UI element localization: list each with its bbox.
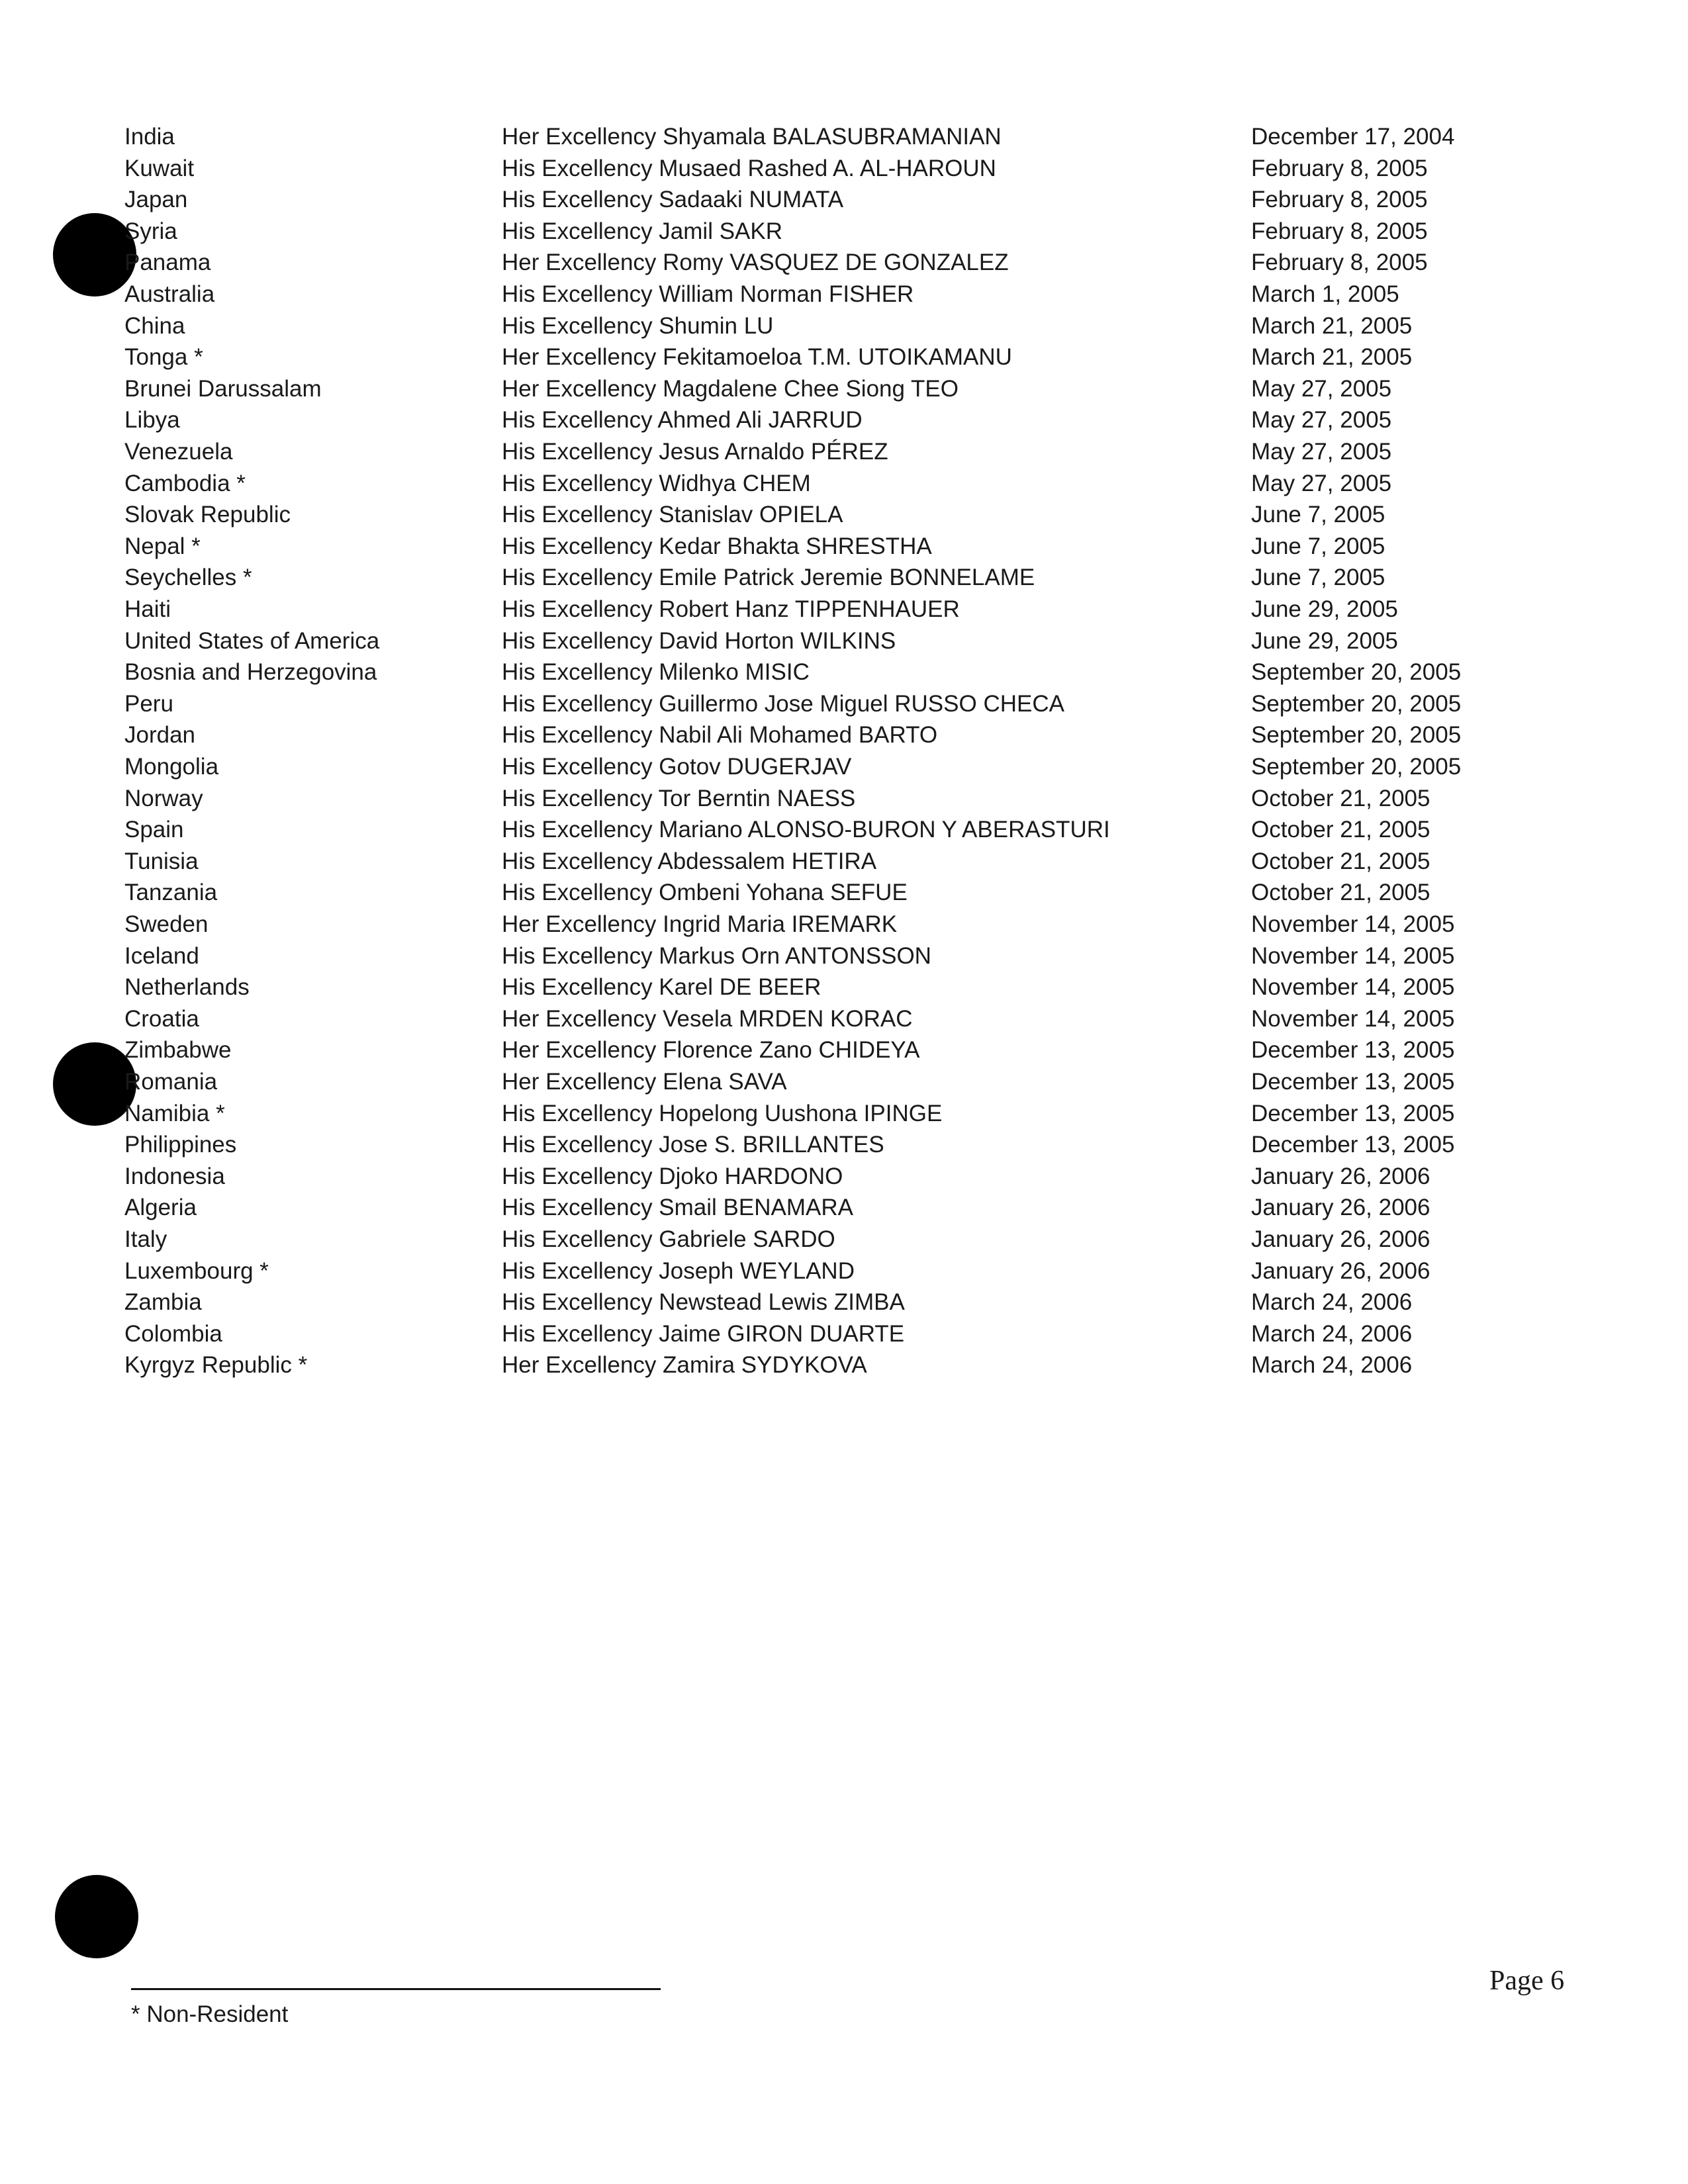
envoy-name: His Excellency Hopelong Uushona IPINGE: [502, 1101, 943, 1126]
accreditation-date: September 20, 2005: [1251, 691, 1462, 717]
envoy-name: His Excellency Jesus Arnaldo PÉREZ: [502, 439, 888, 465]
envoy-name: His Excellency Gotov DUGERJAV: [502, 754, 852, 780]
envoy-name: His Excellency Markus Orn ANTONSSON: [502, 943, 931, 969]
accreditation-date: October 21, 2005: [1251, 786, 1430, 811]
list-item: [0, 468, 1688, 500]
accreditation-date: March 21, 2005: [1251, 313, 1413, 339]
accreditation-date: September 20, 2005: [1251, 722, 1462, 748]
list-item: [0, 436, 1688, 468]
list-item: [0, 688, 1688, 720]
list-item: [0, 1287, 1688, 1318]
country-name: Venezuela: [124, 439, 233, 465]
list-item: [0, 657, 1688, 688]
list-item: [0, 625, 1688, 657]
country-name: Mongolia: [124, 754, 219, 780]
envoy-name: His Excellency Nabil Ali Mohamed BARTO: [502, 722, 938, 748]
country-name: Kuwait: [124, 156, 195, 181]
accreditation-date: January 26, 2006: [1251, 1195, 1430, 1220]
accreditation-date: February 8, 2005: [1251, 156, 1428, 181]
envoy-name: His Excellency Guillermo Jose Miguel RUSSO CHECA: [502, 691, 1064, 717]
list-item: [0, 216, 1688, 248]
accreditation-date: October 21, 2005: [1251, 880, 1430, 905]
envoy-name: His Excellency Milenko MISIC: [502, 659, 810, 685]
envoy-name: His Excellency Robert Hanz TIPPENHAUER: [502, 596, 960, 622]
accreditation-date: January 26, 2006: [1251, 1163, 1430, 1189]
accreditation-date: May 27, 2005: [1251, 407, 1392, 433]
country-name: Syria: [124, 218, 177, 244]
envoy-name: His Excellency Joseph WEYLAND: [502, 1258, 855, 1284]
envoy-name: His Excellency Musaed Rashed A. AL-HAROUN: [502, 156, 996, 181]
envoy-name: Her Excellency Magdalene Chee Siong TEO: [502, 376, 959, 402]
accreditation-date: November 14, 2005: [1251, 1006, 1455, 1032]
envoy-name: Her Excellency Zamira SYDYKOVA: [502, 1352, 867, 1378]
country-name: Seychelles *: [124, 565, 252, 590]
list-item: [0, 751, 1688, 783]
envoy-name: Her Excellency Vesela MRDEN KORAC: [502, 1006, 913, 1032]
country-name: Tonga *: [124, 344, 203, 370]
country-name: Libya: [124, 407, 180, 433]
list-item: [0, 1098, 1688, 1130]
country-name: Iceland: [124, 943, 199, 969]
accreditation-date: October 21, 2005: [1251, 817, 1430, 842]
country-name: Luxembourg *: [124, 1258, 269, 1284]
country-name: Kyrgyz Republic *: [124, 1352, 308, 1378]
country-name: Tanzania: [124, 880, 218, 905]
list-item: [0, 184, 1688, 216]
accreditation-date: March 24, 2006: [1251, 1289, 1413, 1315]
envoy-name: Her Excellency Elena SAVA: [502, 1069, 787, 1095]
country-name: Spain: [124, 817, 184, 842]
list-item: [0, 310, 1688, 342]
accreditation-date: November 14, 2005: [1251, 974, 1455, 1000]
country-name: Jordan: [124, 722, 196, 748]
accreditation-date: January 26, 2006: [1251, 1258, 1430, 1284]
accreditation-date: December 13, 2005: [1251, 1069, 1455, 1095]
list-item: [0, 499, 1688, 531]
list-item: [0, 404, 1688, 436]
accreditation-date: May 27, 2005: [1251, 376, 1392, 402]
list-item: [0, 1349, 1688, 1381]
envoy-name: His Excellency Stanislav OPIELA: [502, 502, 843, 527]
list-item: [0, 531, 1688, 563]
accreditation-date: December 17, 2004: [1251, 124, 1455, 150]
envoy-name: His Excellency Ombeni Yohana SEFUE: [502, 880, 908, 905]
envoy-name: His Excellency Jamil SAKR: [502, 218, 782, 244]
envoy-name: His Excellency Newstead Lewis ZIMBA: [502, 1289, 905, 1315]
country-name: Philippines: [124, 1132, 237, 1158]
accreditation-date: September 20, 2005: [1251, 659, 1462, 685]
list-item: [0, 972, 1688, 1003]
country-name: Croatia: [124, 1006, 199, 1032]
country-name: Zambia: [124, 1289, 202, 1315]
list-item: [0, 909, 1688, 940]
list-item: [0, 1003, 1688, 1035]
accreditation-date: February 8, 2005: [1251, 187, 1428, 212]
accreditation-date: June 7, 2005: [1251, 565, 1385, 590]
list-item: [0, 121, 1688, 153]
list-item: [0, 783, 1688, 815]
envoy-name: His Excellency Mariano ALONSO-BURON Y ABERASTURI: [502, 817, 1110, 842]
accreditation-date: June 29, 2005: [1251, 628, 1398, 654]
list-item: [0, 341, 1688, 373]
list-item: [0, 1318, 1688, 1350]
envoy-name: His Excellency Emile Patrick Jeremie BONNELAME: [502, 565, 1035, 590]
country-name: Sweden: [124, 911, 209, 937]
list-item: [0, 1034, 1688, 1066]
list-item: [0, 1129, 1688, 1161]
accreditation-date: June 7, 2005: [1251, 533, 1385, 559]
punch-hole-bottom: [55, 1875, 138, 1958]
accreditation-date: December 13, 2005: [1251, 1101, 1455, 1126]
country-name: China: [124, 313, 185, 339]
list-item: [0, 877, 1688, 909]
envoy-name: His Excellency Ahmed Ali JARRUD: [502, 407, 863, 433]
accreditation-date: February 8, 2005: [1251, 218, 1428, 244]
envoy-name: His Excellency Kedar Bhakta SHRESTHA: [502, 533, 932, 559]
envoy-name: His Excellency Jaime GIRON DUARTE: [502, 1321, 905, 1347]
envoy-name: His Excellency Abdessalem HETIRA: [502, 848, 877, 874]
accreditation-date: June 29, 2005: [1251, 596, 1398, 622]
accreditation-date: November 14, 2005: [1251, 911, 1455, 937]
country-name: Norway: [124, 786, 203, 811]
page-number: Page 6: [1489, 1966, 1565, 1996]
list-item: [0, 1255, 1688, 1287]
envoy-name: Her Excellency Florence Zano CHIDEYA: [502, 1037, 920, 1063]
country-name: Zimbabwe: [124, 1037, 232, 1063]
list-item: [0, 1224, 1688, 1255]
country-name: United States of America: [124, 628, 380, 654]
country-name: India: [124, 124, 175, 150]
envoy-name: His Excellency Widhya CHEM: [502, 471, 811, 496]
country-name: Slovak Republic: [124, 502, 291, 527]
accreditation-date: February 8, 2005: [1251, 250, 1428, 275]
list-item: [0, 247, 1688, 279]
country-name: Indonesia: [124, 1163, 225, 1189]
envoy-name: His Excellency Jose S. BRILLANTES: [502, 1132, 884, 1158]
envoy-name: His Excellency Gabriele SARDO: [502, 1226, 835, 1252]
envoy-name: Her Excellency Fekitamoeloa T.M. UTOIKAMANU: [502, 344, 1012, 370]
country-name: Nepal *: [124, 533, 201, 559]
accreditation-date: December 13, 2005: [1251, 1037, 1455, 1063]
accreditation-date: May 27, 2005: [1251, 471, 1392, 496]
accreditation-date: September 20, 2005: [1251, 754, 1462, 780]
list-item: [0, 1066, 1688, 1098]
country-name: Cambodia *: [124, 471, 246, 496]
envoy-name: His Excellency Sadaaki NUMATA: [502, 187, 844, 212]
country-name: Colombia: [124, 1321, 222, 1347]
country-name: Algeria: [124, 1195, 197, 1220]
envoy-name: Her Excellency Ingrid Maria IREMARK: [502, 911, 898, 937]
list-item: [0, 279, 1688, 310]
country-name: Panama: [124, 250, 211, 275]
list-item: [0, 373, 1688, 405]
accreditation-date: December 13, 2005: [1251, 1132, 1455, 1158]
list-item: [0, 719, 1688, 751]
country-name: Tunisia: [124, 848, 199, 874]
list-item: [0, 562, 1688, 594]
envoy-name: His Excellency Karel DE BEER: [502, 974, 821, 1000]
envoy-name: His Excellency David Horton WILKINS: [502, 628, 896, 654]
list-item: [0, 940, 1688, 972]
country-name: Brunei Darussalam: [124, 376, 322, 402]
country-name: Australia: [124, 281, 215, 307]
list-item: [0, 846, 1688, 878]
accreditation-date: November 14, 2005: [1251, 943, 1455, 969]
envoy-name: His Excellency Djoko HARDONO: [502, 1163, 843, 1189]
accreditation-date: March 24, 2006: [1251, 1352, 1413, 1378]
country-name: Namibia *: [124, 1101, 225, 1126]
envoy-name: His Excellency Smail BENAMARA: [502, 1195, 853, 1220]
accreditation-date: March 24, 2006: [1251, 1321, 1413, 1347]
country-name: Italy: [124, 1226, 167, 1252]
envoy-name: His Excellency Tor Berntin NAESS: [502, 786, 856, 811]
envoy-name: Her Excellency Romy VASQUEZ DE GONZALEZ: [502, 250, 1009, 275]
list-item: [0, 814, 1688, 846]
country-name: Romania: [124, 1069, 218, 1095]
accreditation-date: June 7, 2005: [1251, 502, 1385, 527]
list-item: [0, 594, 1688, 625]
country-name: Bosnia and Herzegovina: [124, 659, 377, 685]
footnote-rule: [131, 1988, 661, 1990]
list-item: [0, 153, 1688, 185]
country-name: Peru: [124, 691, 173, 717]
envoy-name: Her Excellency Shyamala BALASUBRAMANIAN: [502, 124, 1002, 150]
accreditation-date: October 21, 2005: [1251, 848, 1430, 874]
envoy-name: His Excellency William Norman FISHER: [502, 281, 914, 307]
country-name: Haiti: [124, 596, 171, 622]
accreditation-date: March 1, 2005: [1251, 281, 1399, 307]
country-name: Japan: [124, 187, 188, 212]
footnote-non-resident: * Non-Resident: [131, 2001, 289, 2027]
envoy-name: His Excellency Shumin LU: [502, 313, 774, 339]
accreditation-date: May 27, 2005: [1251, 439, 1392, 465]
accreditation-date: March 21, 2005: [1251, 344, 1413, 370]
list-item: [0, 1161, 1688, 1193]
accreditation-date: January 26, 2006: [1251, 1226, 1430, 1252]
country-name: Netherlands: [124, 974, 250, 1000]
list-item: [0, 1192, 1688, 1224]
